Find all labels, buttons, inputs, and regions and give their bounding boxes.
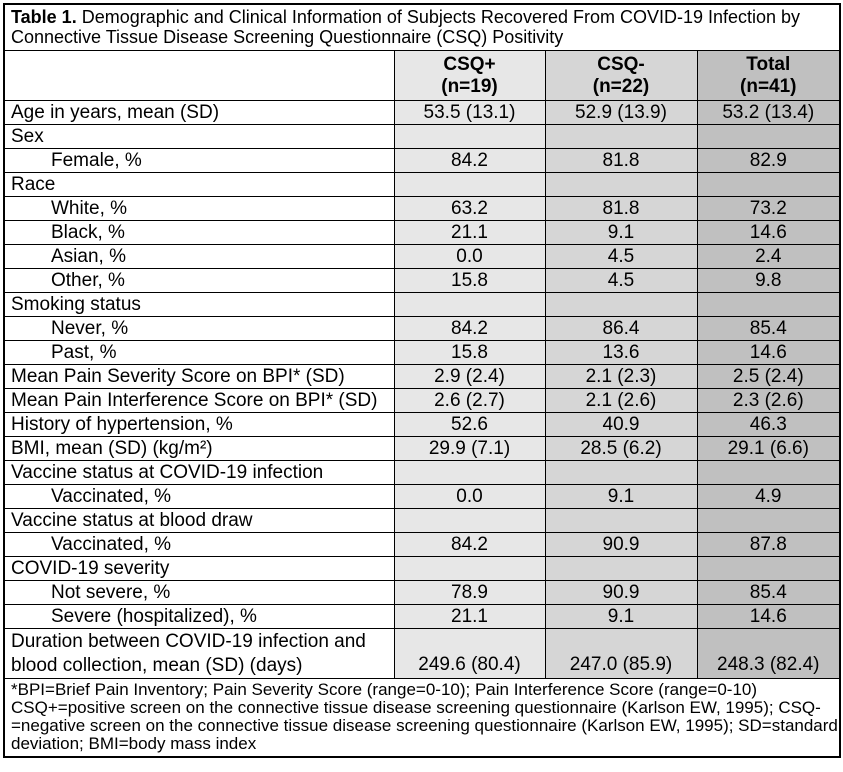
csq-positive-value — [394, 293, 545, 317]
row-label: Race — [4, 173, 394, 197]
csq-negative-value — [545, 173, 697, 197]
table-row — [4, 581, 840, 605]
header-spacer-cell — [4, 51, 394, 101]
table-row — [4, 365, 840, 389]
table-row — [4, 509, 840, 533]
total-value — [697, 293, 840, 317]
csq-positive-value — [394, 461, 545, 485]
csq-negative-value: 247.0 (85.9) — [545, 629, 697, 679]
total-value: 46.3 — [697, 413, 840, 437]
table-row — [4, 149, 840, 173]
csq-negative-value: 86.4 — [545, 317, 697, 341]
table-row — [4, 317, 840, 341]
column-header-row — [4, 51, 840, 101]
csq-negative-value: 4.5 — [545, 269, 697, 293]
total-value: 14.6 — [697, 605, 840, 629]
total-value: 2.5 (2.4) — [697, 365, 840, 389]
csq-negative-value: 90.9 — [545, 581, 697, 605]
csq-negative-n: (n=22) — [592, 75, 650, 97]
row-label: Not severe, % — [4, 581, 394, 605]
table-row — [4, 341, 840, 365]
csq-positive-value: 52.6 — [394, 413, 545, 437]
csq-positive-label: CSQ+ — [443, 53, 496, 75]
csq-positive-value: 84.2 — [394, 317, 545, 341]
table-row — [4, 293, 840, 317]
csq-negative-value — [545, 125, 697, 149]
table-row — [4, 197, 840, 221]
table-caption — [4, 4, 840, 51]
csq-negative-value: 2.1 (2.6) — [545, 389, 697, 413]
table-row — [4, 125, 840, 149]
row-label: Vaccinated, % — [4, 533, 394, 557]
footnote — [4, 679, 840, 758]
row-label: Mean Pain Severity Score on BPI* (SD) — [4, 365, 394, 389]
row-label: Smoking status — [4, 293, 394, 317]
csq-negative-value: 81.8 — [545, 149, 697, 173]
csq-positive-value: 29.9 (7.1) — [394, 437, 545, 461]
row-label: Vaccinated, % — [4, 485, 394, 509]
csq-negative-value: 81.8 — [545, 197, 697, 221]
csq-positive-value: 21.1 — [394, 605, 545, 629]
csq-positive-value: 15.8 — [394, 269, 545, 293]
total-n: (n=41) — [740, 75, 797, 97]
row-label: Sex — [4, 125, 394, 149]
row-label: Asian, % — [4, 245, 394, 269]
table-row — [4, 629, 840, 679]
row-label: Age in years, mean (SD) — [4, 101, 394, 125]
caption-line-2: Connective Tissue Disease Screening Questionnaire (CSQ) Positivity — [11, 27, 564, 47]
csq-positive-value: 2.9 (2.4) — [394, 365, 545, 389]
csq-positive-value: 2.6 (2.7) — [394, 389, 545, 413]
total-value: 85.4 — [697, 581, 840, 605]
total-value — [697, 557, 840, 581]
row-label: White, % — [4, 197, 394, 221]
row-label: Vaccine status at blood draw — [4, 509, 394, 533]
csq-positive-value: 78.9 — [394, 581, 545, 605]
total-value — [697, 509, 840, 533]
row-label: Severe (hospitalized), % — [4, 605, 394, 629]
row-label: Past, % — [4, 341, 394, 365]
total-value — [697, 125, 840, 149]
csq-positive-value — [394, 173, 545, 197]
table-row — [4, 437, 840, 461]
csq-positive-value: 0.0 — [394, 485, 545, 509]
csq-negative-value: 9.1 — [545, 221, 697, 245]
total-value: 85.4 — [697, 317, 840, 341]
csq-positive-value: 84.2 — [394, 533, 545, 557]
caption-text-line-1: Demographic and Clinical Information of Subjects Recovered From COVID-19 Infection by — [81, 7, 801, 27]
table-row — [4, 413, 840, 437]
table-row — [4, 245, 840, 269]
csq-negative-value: 9.1 — [545, 605, 697, 629]
csq-negative-value: 40.9 — [545, 413, 697, 437]
row-label: Duration between COVID-19 infection and blood collection, mean (SD) (days) — [4, 629, 394, 679]
total-value: 2.3 (2.6) — [697, 389, 840, 413]
table-row — [4, 269, 840, 293]
csq-positive-value: 0.0 — [394, 245, 545, 269]
table-row — [4, 173, 840, 197]
csq-negative-value: 90.9 — [545, 533, 697, 557]
table-row — [4, 533, 840, 557]
table-row — [4, 557, 840, 581]
table-number: Table 1. — [11, 7, 77, 27]
csq-negative-value — [545, 461, 697, 485]
footnote-row — [4, 679, 840, 758]
csq-negative-value — [545, 509, 697, 533]
csq-positive-value: 15.8 — [394, 341, 545, 365]
csq-negative-value — [545, 293, 697, 317]
csq-positive-value — [394, 557, 545, 581]
csq-positive-value: 249.6 (80.4) — [394, 629, 545, 679]
row-label: History of hypertension, % — [4, 413, 394, 437]
csq-positive-n: (n=19) — [441, 75, 498, 97]
row-label: COVID-19 severity — [4, 557, 394, 581]
demographics-clinical-table — [3, 3, 841, 758]
csq-positive-value: 63.2 — [394, 197, 545, 221]
csq-negative-value: 13.6 — [545, 341, 697, 365]
csq-negative-value: 28.5 (6.2) — [545, 437, 697, 461]
csq-negative-value: 4.5 — [545, 245, 697, 269]
footnote-line: deviation; BMI=body mass index — [11, 734, 257, 753]
csq-negative-value: 9.1 — [545, 485, 697, 509]
row-label: Mean Pain Interference Score on BPI* (SD) — [4, 389, 394, 413]
table-row — [4, 605, 840, 629]
csq-negative-value — [545, 557, 697, 581]
total-value: 82.9 — [697, 149, 840, 173]
row-label: Never, % — [4, 317, 394, 341]
total-value: 53.2 (13.4) — [697, 101, 840, 125]
total-value: 14.6 — [697, 341, 840, 365]
title-row — [4, 4, 840, 51]
csq-positive-value: 53.5 (13.1) — [394, 101, 545, 125]
csq-positive-value: 84.2 — [394, 149, 545, 173]
footnote-line: *BPI=Brief Pain Inventory; Pain Severity Score (range=0-10); Pain Interference Score (range=0-10) — [11, 680, 758, 699]
caption-line-1 — [11, 7, 833, 27]
total-value: 73.2 — [697, 197, 840, 221]
row-label: Black, % — [4, 221, 394, 245]
total-value: 4.9 — [697, 485, 840, 509]
table-row — [4, 461, 840, 485]
row-label: Vaccine status at COVID-19 infection — [4, 461, 394, 485]
footnote-line: =negative screen on the connective tissue disease screening questionnaire (Karlson EW, 1995); SD=standard — [11, 716, 838, 735]
row-label: BMI, mean (SD) (kg/m²) — [4, 437, 394, 461]
table-row — [4, 485, 840, 509]
total-value — [697, 173, 840, 197]
row-label: Female, % — [4, 149, 394, 173]
total-value: 29.1 (6.6) — [697, 437, 840, 461]
total-value: 87.8 — [697, 533, 840, 557]
column-header-csq-negative — [545, 51, 697, 101]
total-value: 9.8 — [697, 269, 840, 293]
total-value: 2.4 — [697, 245, 840, 269]
csq-negative-label: CSQ- — [597, 53, 645, 75]
csq-positive-value: 21.1 — [394, 221, 545, 245]
table-row — [4, 389, 840, 413]
total-value — [697, 461, 840, 485]
table-row — [4, 221, 840, 245]
table-row — [4, 101, 840, 125]
csq-positive-value — [394, 125, 545, 149]
total-value: 14.6 — [697, 221, 840, 245]
csq-positive-value — [394, 509, 545, 533]
total-label: Total — [746, 53, 791, 75]
csq-negative-value: 2.1 (2.3) — [545, 365, 697, 389]
row-label: Other, % — [4, 269, 394, 293]
column-header-total — [697, 51, 840, 101]
footnote-line: CSQ+=positive screen on the connective tissue disease screening questionnaire (Karlson EW, 1995); CSQ- — [11, 698, 821, 717]
column-header-csq-positive — [394, 51, 545, 101]
total-value: 248.3 (82.4) — [697, 629, 840, 679]
csq-negative-value: 52.9 (13.9) — [545, 101, 697, 125]
